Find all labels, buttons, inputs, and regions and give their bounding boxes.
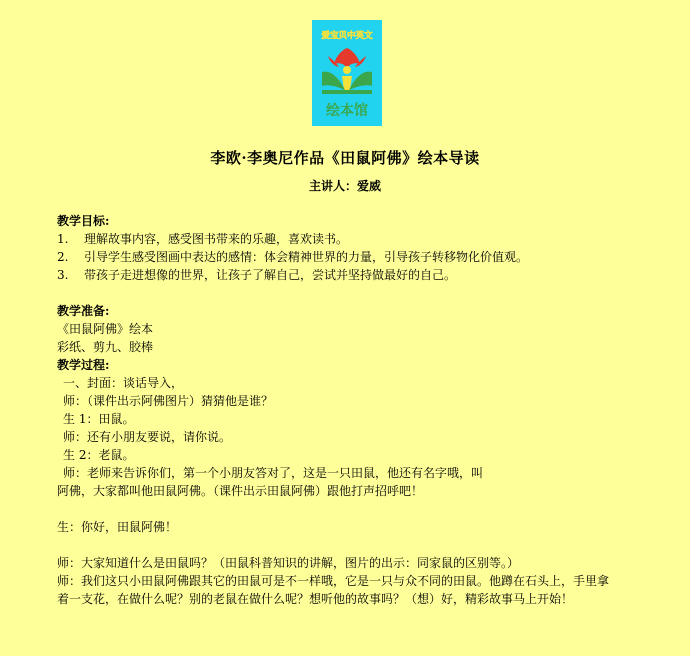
speaker-line: 主讲人：爱威	[308, 179, 381, 193]
goal-text: 理解故事内容，感受图书带来的乐趣，喜欢读书。	[84, 232, 349, 246]
process-line: 阿佛，大家都叫他田鼠阿佛。（课件出示田鼠阿佛）跟他打声招呼吧！	[57, 484, 424, 498]
process-line: 生 1：田鼠。	[63, 412, 135, 426]
logo-top-text: 爱宝贝中英文	[321, 31, 373, 41]
process-line: 生 2：老鼠。	[63, 448, 135, 462]
goals-heading: 教学目标:	[57, 214, 110, 228]
process-line: 师：大家知道什么是田鼠吗？（田鼠科普知识的讲解，图片的出示：同家鼠的区别等。）	[57, 556, 520, 570]
flower-icon	[334, 48, 360, 68]
prep-heading: 教学准备:	[57, 304, 110, 318]
goal-number: 1.	[57, 232, 69, 246]
process-line: 师：老师来告诉你们，第一个小朋友答对了，这是一只田鼠，他还有名字哦，叫	[63, 466, 484, 480]
process-line: 着一支花，在做什么呢？别的老鼠在做什么呢？想听他的故事吗？（想）好，精彩故事马上开始！	[57, 592, 574, 606]
process-line: 师：（课件出示阿佛图片）猜猜他是谁？	[63, 394, 274, 408]
process-line: 师：我们这只小田鼠阿佛跟其它的田鼠可是不一样哦，它是一只与众不同的田鼠。他蹲在石头上，手里拿	[57, 574, 610, 588]
lesson-content	[57, 212, 677, 608]
process-line: 一、封面：谈话导入，	[63, 376, 184, 390]
goal-item	[57, 248, 677, 266]
goal-text: 带孩子走进想像的世界，让孩子了解自己，尝试并坚持做最好的自己。	[84, 268, 457, 282]
prep-line: 彩纸、剪九、胶棒	[57, 340, 154, 354]
prep-line: 《田鼠阿佛》绘本	[57, 322, 154, 336]
goal-text: 引导学生感受图画中表达的感情：体会精神世界的力量，引导孩子转移物化价值观。	[84, 250, 529, 264]
library-logo	[312, 20, 382, 126]
logo-bottom-text: 绘本馆	[326, 103, 368, 119]
process-line: 生：你好，田鼠阿佛！	[57, 520, 178, 534]
page-title: 李欧·李奥尼作品《田鼠阿佛》绘本导读	[210, 149, 480, 167]
process-heading: 教学过程:	[57, 358, 110, 372]
goal-number: 2.	[57, 250, 69, 264]
logo-graphic	[312, 20, 382, 126]
book-icon	[322, 72, 345, 90]
process-line: 师：还有小朋友要说，请你说。	[63, 430, 232, 444]
goal-item	[57, 266, 677, 284]
goal-number: 3.	[57, 268, 69, 282]
goal-item	[57, 230, 677, 248]
